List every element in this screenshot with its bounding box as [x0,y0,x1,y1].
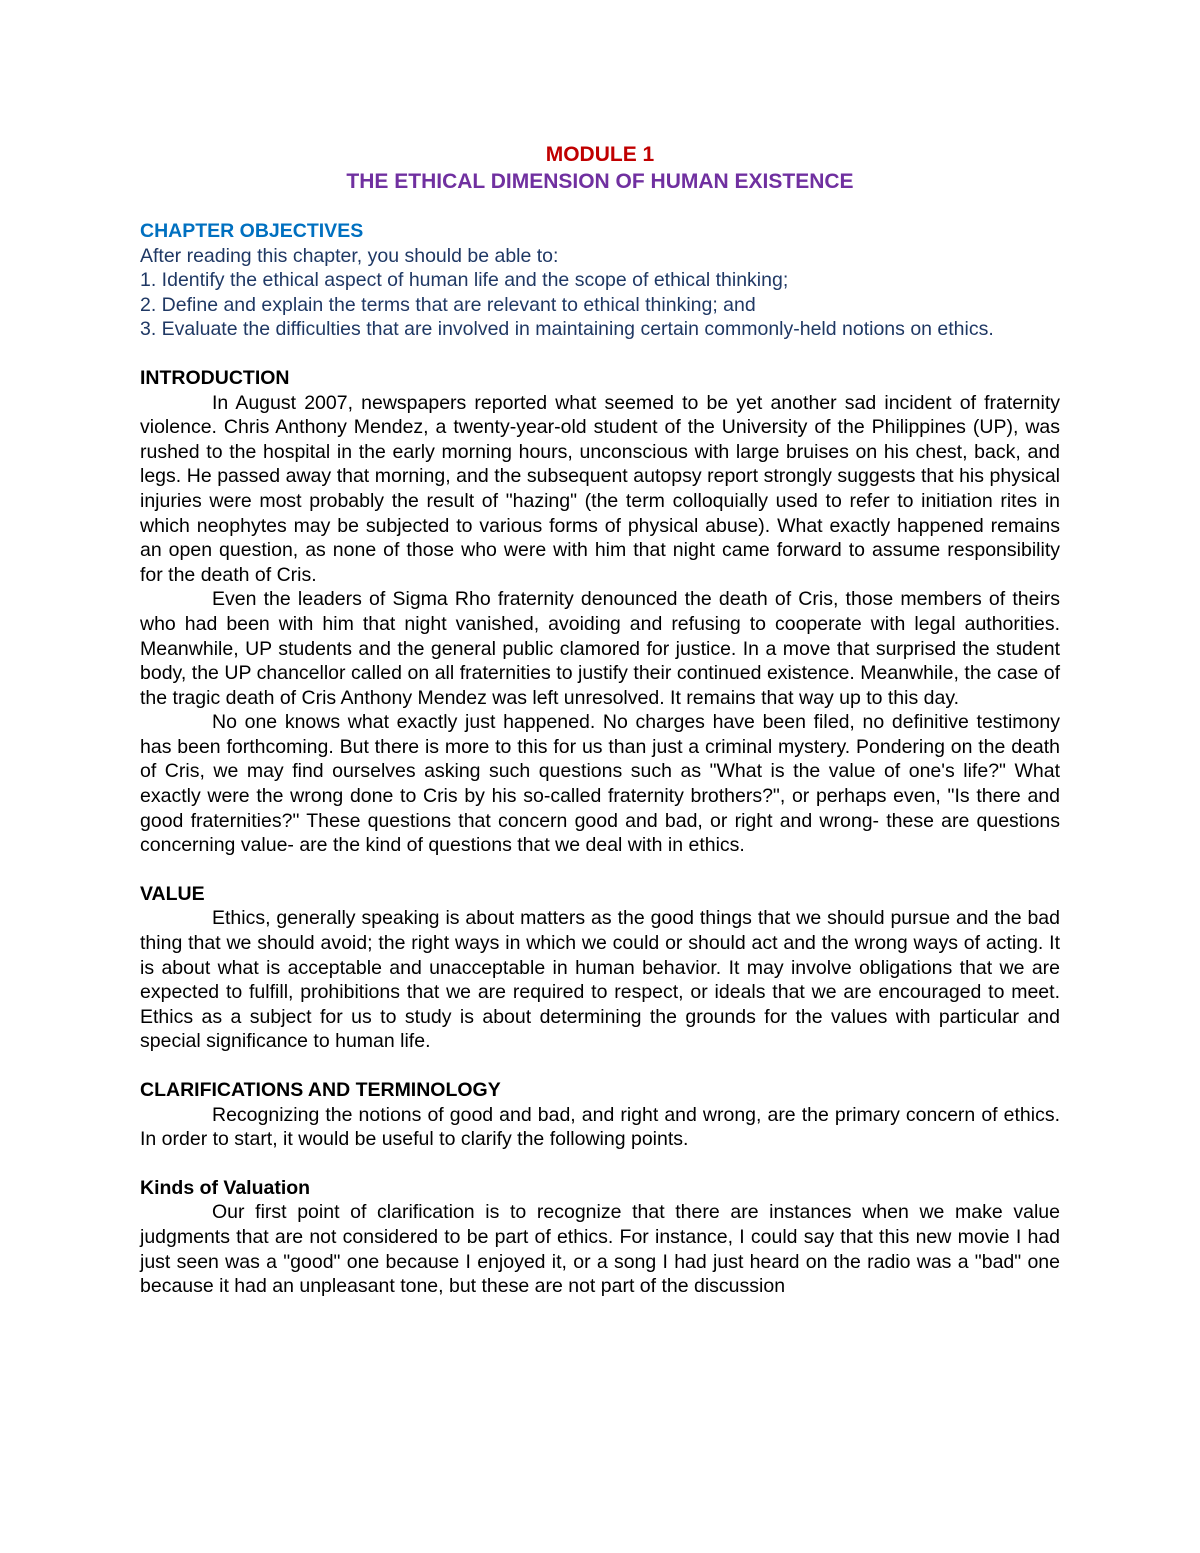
introduction-heading: INTRODUCTION [140,366,290,389]
clarifications-heading: CLARIFICATIONS AND TERMINOLOGY [140,1079,501,1101]
clarifications-paragraph: Recognizing the notions of good and bad, and right and wrong, are the primary concern of ethics. In order to start, it would be useful to clarify the following points. [140,1103,1060,1151]
valuation-paragraph: Our first point of clarification is to recognize that there are instances when we make value judgments that are not considered to be part of ethics. For instance, I could say that this new movie I had just seen was a "good" one because I enjoyed it, or a song I had just heard on the radio was a "bad" one because it had an unpleasant tone, but these are not part of the discussion [140,1201,1060,1298]
document-page [140,141,1060,1299]
objective-item: 1. Identify the ethical aspect of human life and the scope of ethical thinking; [140,269,789,292]
valuation-heading: Kinds of Valuation [140,1176,311,1199]
module-title: MODULE 1 [545,143,655,166]
objectives-list [140,244,1060,342]
value-heading: VALUE [140,882,205,905]
introduction-paragraph: In August 2007, newspapers reported what seemed to be yet another sad incident of fraternity violence. Chris Anthony Mendez, a twenty-year-old student of the University of the Philippines (UP), was rushed to the hospital in the early morning hours, unconscious with large bruises on his chest, back, and legs. He passed away that morning, and the subsequent autopsy report strongly suggests that his physical injuries were most probably the result of "hazing" (the term colloquially used to refer to initiation rites in which neophytes may be subjected to various forms of physical abuse). What exactly happened remains an open question, as none of those who were with him that night came forward to assume responsibility for the death of Cris. [140,391,1060,586]
introduction-paragraph: Even the leaders of Sigma Rho fraternity denounced the death of Cris, those members of theirs who had been with him that night vanished, avoiding and refusing to cooperate with legal authorities. Meanwhile, UP students and the general public clamored for justice. In a move that surprised the student body, the UP chancellor called on all fraternities to justify their continued existence. Meanwhile, the case of the tragic death of Cris Anthony Mendez was left unresolved. It remains that way up to this day. [140,588,1060,709]
objectives-heading: CHAPTER OBJECTIVES [140,220,364,242]
introduction-paragraph: No one knows what exactly just happened. No charges have been filed, no definitive testimony has been forthcoming. But there is more to this for us than just a criminal mystery. Pondering on the death of Cris, we may find ourselves asking such questions such as "What is the value of one's life?" What exactly were the wrong done to Cris by his so-called fraternity brothers?", or perhaps even, "Is there and good fraternities?" These questions that concern good and bad, or right and wrong- these are questions concerning value- are the kind of questions that we deal with in ethics. [140,711,1060,857]
objectives-intro: After reading this chapter, you should be able to: [140,244,559,267]
module-subtitle: THE ETHICAL DIMENSION OF HUMAN EXISTENCE [346,170,854,193]
objective-item: 3. Evaluate the difficulties that are involved in maintaining certain commonly-held notions on ethics. [140,318,994,341]
objective-item: 2. Define and explain the terms that are relevant to ethical thinking; and [140,293,756,316]
value-paragraph: Ethics, generally speaking is about matters as the good things that we should pursue and the bad thing that we should avoid; the right ways in which we could or should act and the wrong ways of acting. It is about what is acceptable and unacceptable in human behavior. It may involve obligations that we are expected to fulfill, prohibitions that we are required to respect, or ideals that we are encouraged to meet. Ethics as a subject for us to study is about determining the grounds for the values with particular and special significance to human life. [140,907,1060,1053]
